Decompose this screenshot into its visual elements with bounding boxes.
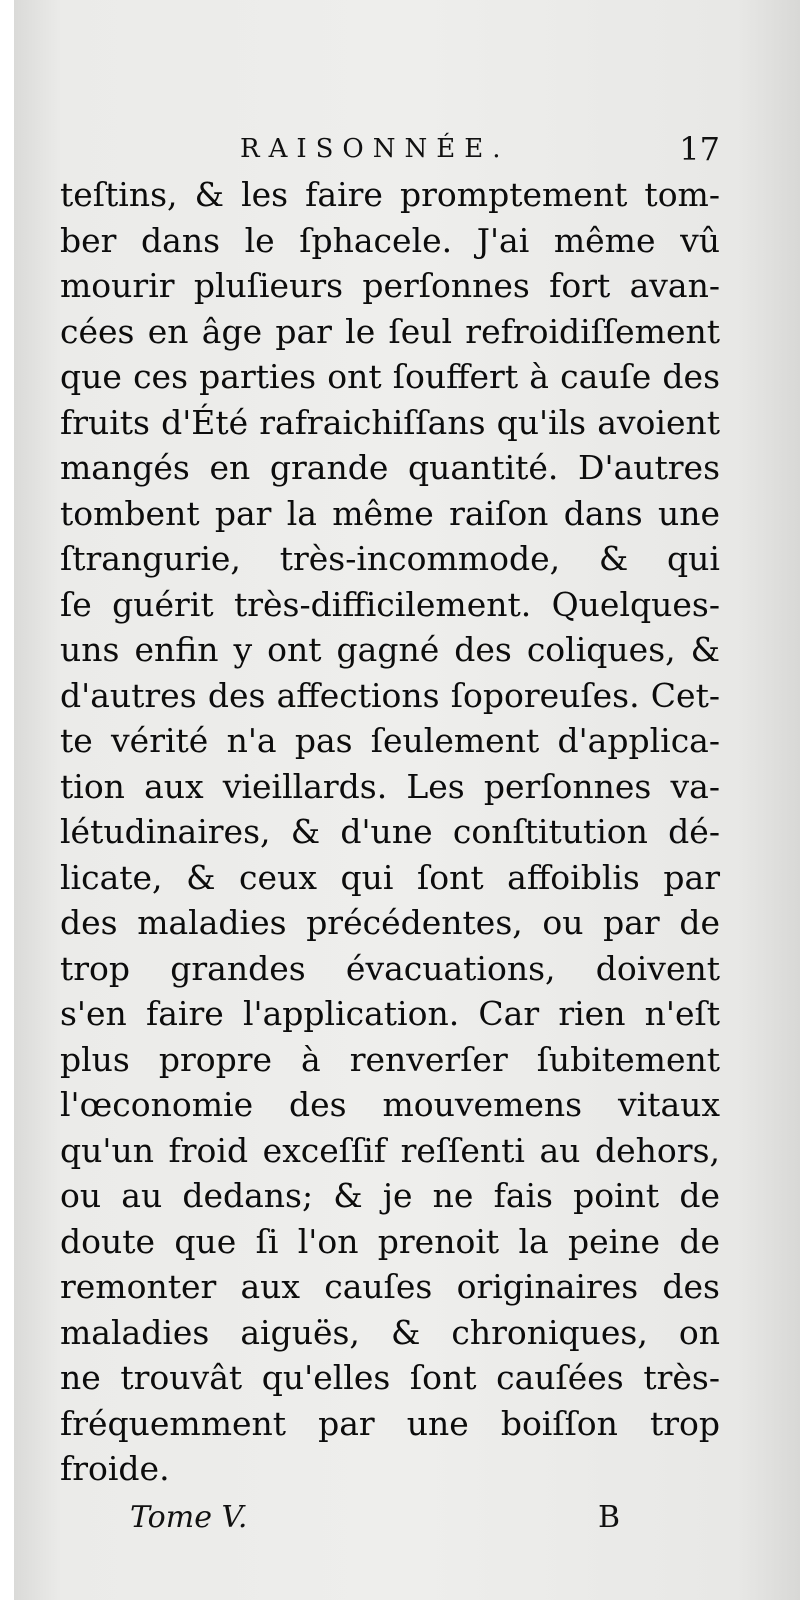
page-number: 17 — [679, 130, 720, 168]
text-line: mangés en grande quantité. D'autres — [60, 448, 720, 487]
scan-margin — [0, 0, 14, 1600]
text-line: plus propre à renverſer ſubitement — [60, 1039, 720, 1079]
text-line: s'en faire l'application. Car rien n'eſt — [60, 994, 720, 1033]
text-line: ber dans le ſphacele. J'ai même vû — [60, 220, 720, 260]
text-line: ne trouvât qu'elles ſont cauſées très- — [60, 1358, 720, 1397]
text-line: cées en âge par le ſeul refroidiſſement — [60, 311, 720, 351]
text-line: uns enfin y ont gagné des coliques, & — [60, 630, 720, 669]
running-head: RAISONNÉE. — [240, 134, 510, 164]
volume-label: Tome V. — [130, 1500, 248, 1535]
page-footer — [130, 1500, 620, 1540]
text-line: doute que ſi l'on prenoit la peine de — [60, 1221, 720, 1261]
text-line: remonter aux cauſes originaires des — [60, 1267, 720, 1306]
text-line: tion aux vieillards. Les perſonnes va- — [60, 766, 720, 806]
text-line: que ces parties ont ſouffert à cauſe des — [60, 357, 720, 396]
text-line: ſe guérit très-difficilement. Quelques- — [60, 584, 720, 624]
text-line: teſtins, & les faire promptement tom- — [60, 175, 720, 214]
text-line: fréquemment par une boiſſon trop — [60, 1403, 720, 1443]
text-line: maladies aiguës, & chroniques, on — [60, 1312, 720, 1352]
text-line: trop grandes évacuations, doivent — [60, 948, 720, 988]
body-text — [60, 172, 720, 1492]
text-line: d'autres des affections ſoporeuſes. Cet- — [60, 675, 720, 715]
text-line: létudinaires, & d'une conſtitution dé- — [60, 812, 720, 851]
text-line: tombent par la même raiſon dans une — [60, 493, 720, 533]
text-line: te vérité n'a pas ſeulement d'applica- — [60, 721, 720, 760]
text-line: licate, & ceux qui ſont affoiblis par — [60, 857, 720, 897]
text-line: froide. — [60, 1449, 170, 1488]
text-line: qu'un froid exceſſif reſſenti au dehors, — [60, 1130, 720, 1170]
text-line: mourir pluſieurs perſonnes fort avan- — [60, 266, 720, 305]
signature-mark: B — [597, 1500, 620, 1535]
text-line: ou au dedans; & je ne fais point de — [60, 1176, 720, 1215]
page-header — [60, 130, 720, 170]
text-line: l'œconomie des mouvemens vitaux — [60, 1085, 720, 1124]
text-line: des maladies précédentes, ou par de — [60, 903, 720, 942]
text-line: fruits d'Été rafraichiſſans qu'ils avoient — [60, 402, 720, 442]
text-line: ſtrangurie, très-incommode, & qui — [60, 539, 720, 578]
